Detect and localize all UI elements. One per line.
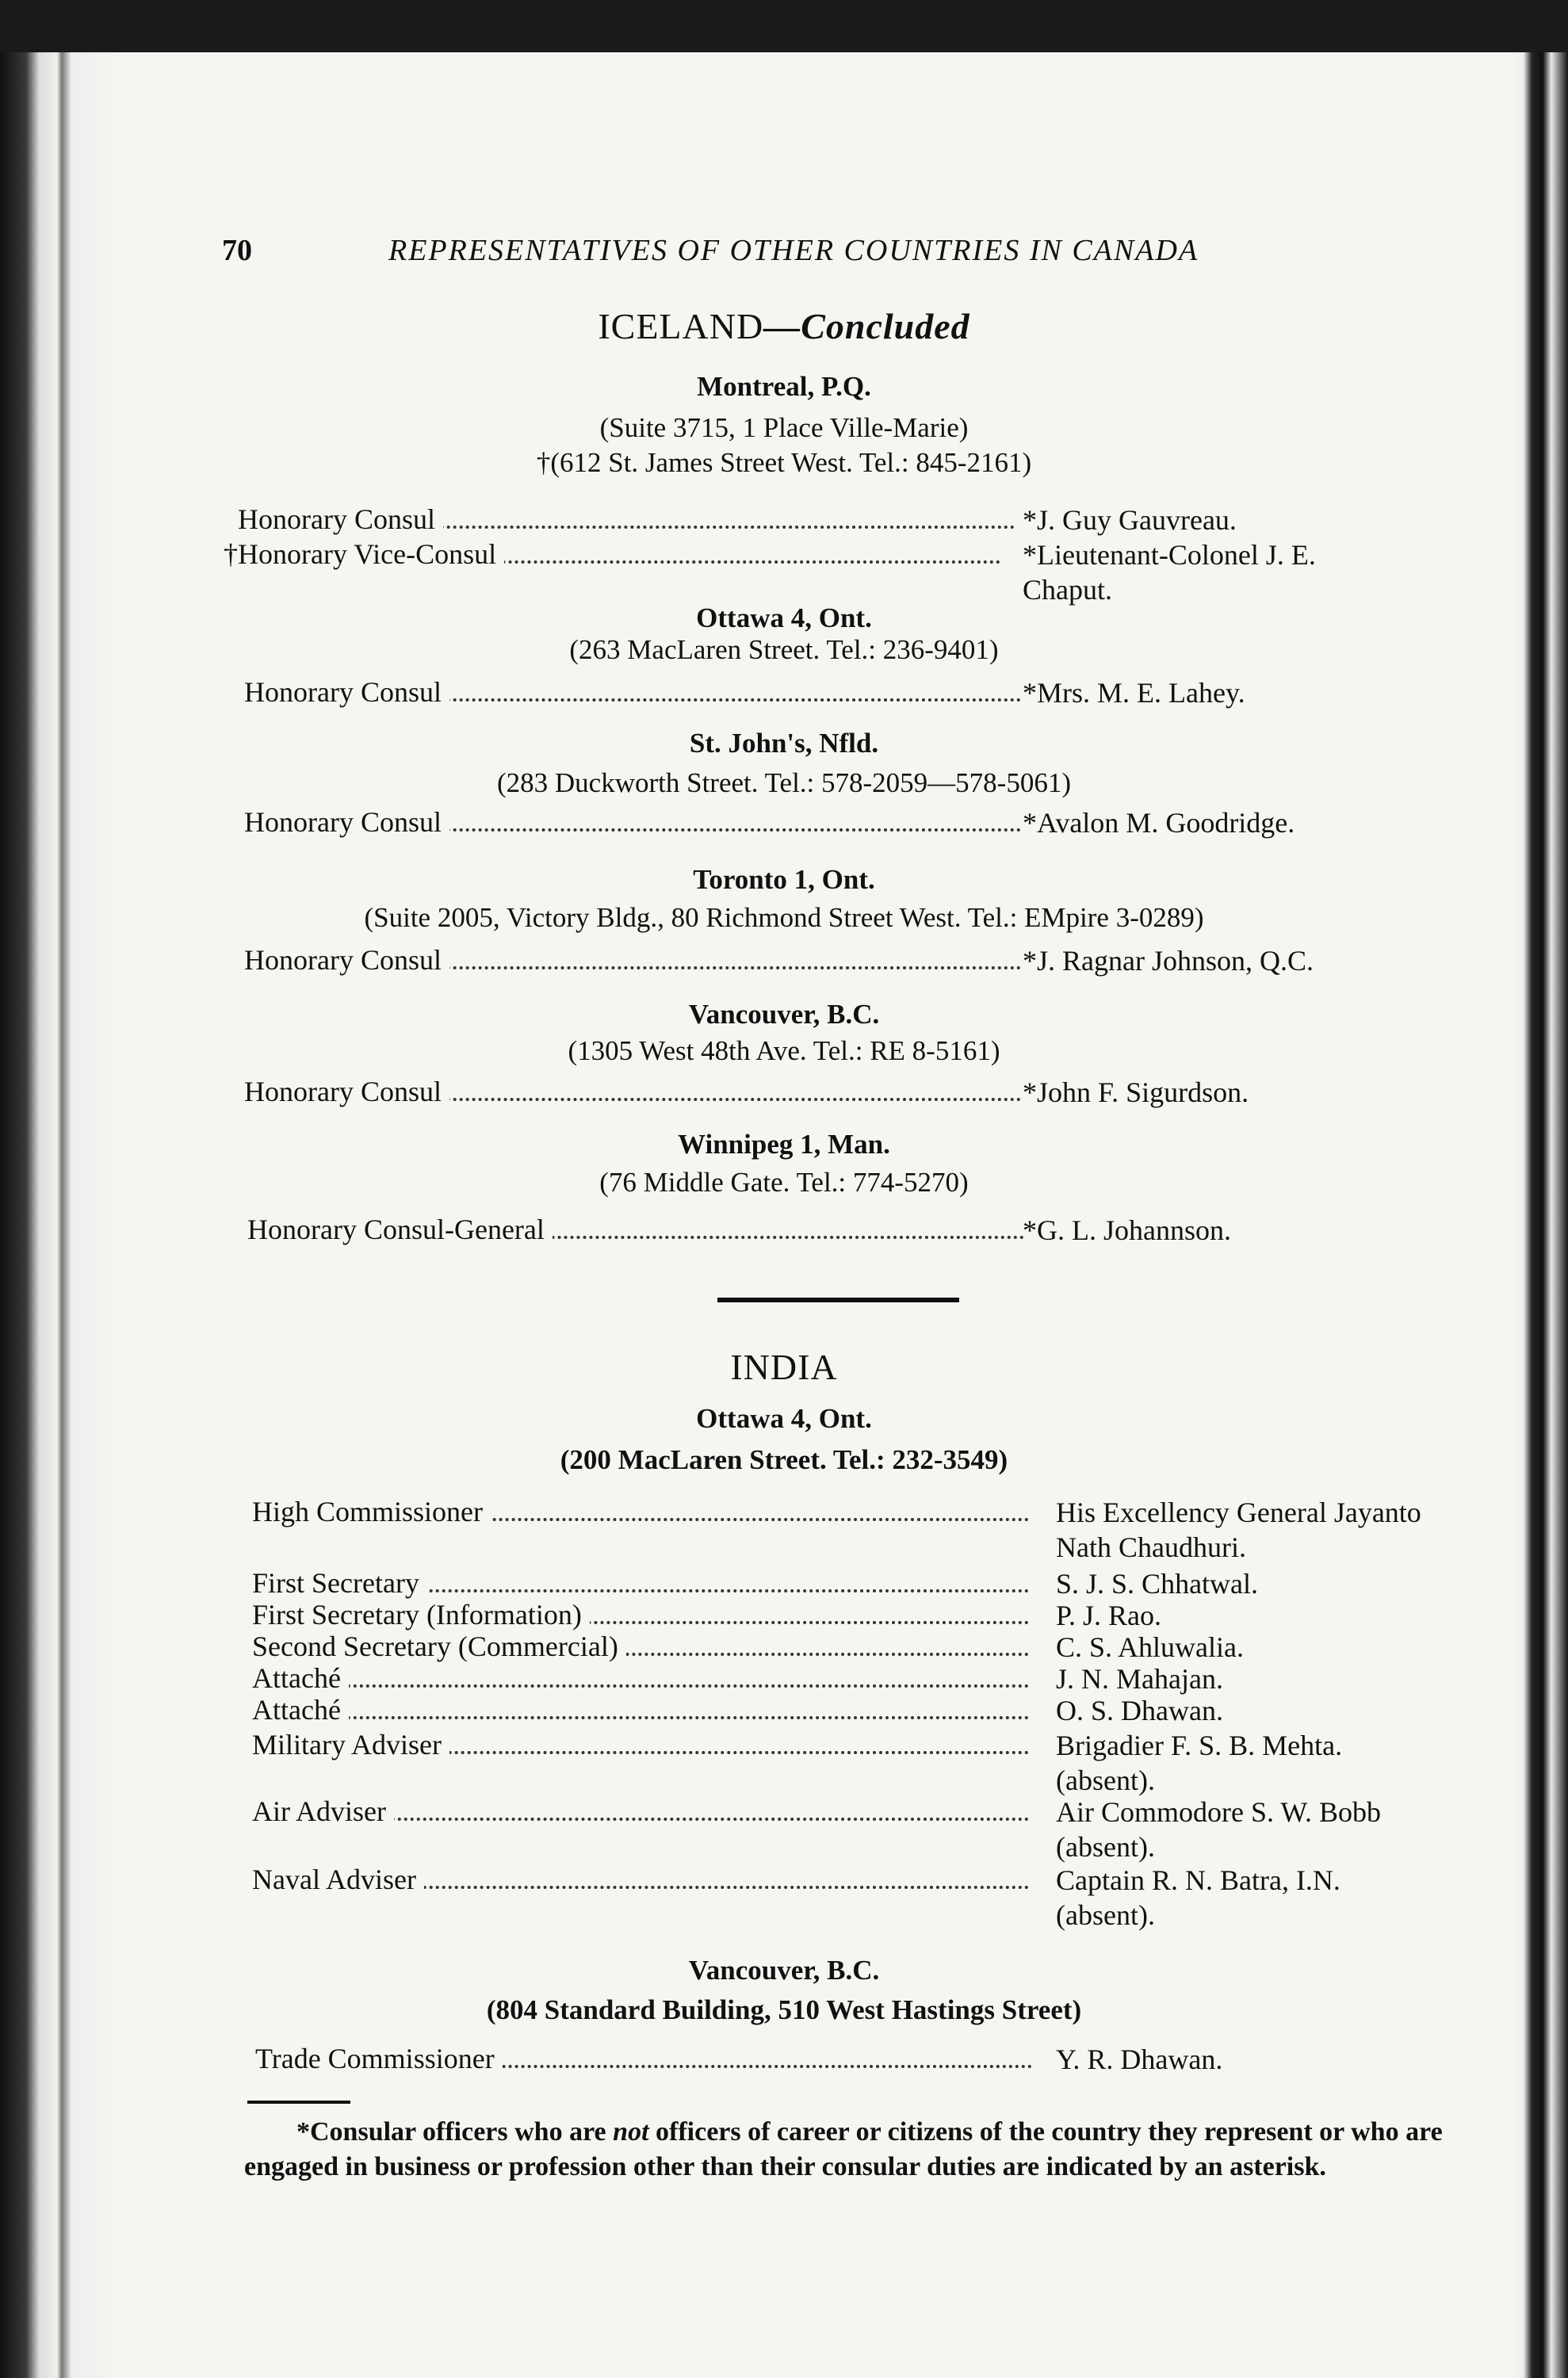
city-heading-ottawa: Ottawa 4, Ont. [696,602,872,633]
address-vancouver: (1305 West 48th Ave. Tel.: RE 8-5161) [568,1035,1000,1066]
list-item [0,2042,1568,2077]
address-montreal-1: (Suite 3715, 1 Place Ville-Marie) [599,412,969,443]
list-item [0,1728,1568,1796]
officer-name: *John F. Sigurdson. [1023,1076,1249,1108]
list-item [0,943,1568,978]
officer-name: O. S. Dhawan. [1056,1695,1223,1726]
role-label: Attaché [252,1662,349,1694]
address-vancouver-india: (804 Standard Building, 510 West Hastings Street) [486,1994,1082,2025]
role-label: †Honorary Vice-Consul [224,538,504,570]
role-label: Honorary Consul [244,676,449,708]
address-toronto: (Suite 2005, Victory Bldg., 80 Richmond Street West. Tel.: EMpire 3-0289) [364,902,1204,933]
officer-name: J. N. Mahajan. [1056,1663,1223,1695]
officer-name: P. J. Rao. [1056,1600,1162,1631]
city-heading-vancouver-india: Vancouver, B.C. [688,1955,880,1986]
role-label: First Secretary (Information) [252,1599,590,1631]
address-ottawa: (263 MacLaren Street. Tel.: 236-9401) [569,634,999,665]
section-divider [717,1298,959,1302]
officer-name: *Lieutenant-Colonel J. E. Chaput. [1023,539,1316,606]
address-winnipeg: (76 Middle Gate. Tel.: 774-5270) [599,1167,969,1198]
city-heading-ottawa-india: Ottawa 4, Ont. [696,1403,872,1434]
address-st-johns: (283 Duckworth Street. Tel.: 578-2059—578-5061) [496,767,1071,798]
address-ottawa-india: (200 MacLaren Street. Tel.: 232-3549) [560,1444,1008,1475]
city-heading-winnipeg: Winnipeg 1, Man. [678,1129,890,1160]
footnote-rule [247,2101,350,2104]
role-label: Honorary Consul [244,806,449,838]
city-heading-st-johns: St. John's, Nfld. [689,728,879,759]
role-label: Honorary Consul-General [247,1214,553,1245]
address-montreal-2: †(612 St. James Street West. Tel.: 845-2161) [536,447,1032,478]
officer-name: *J. Ragnar Johnson, Q.C. [1023,945,1314,977]
city-heading-montreal: Montreal, P.Q. [697,371,871,402]
list-item [0,1075,1568,1110]
list-item [0,503,1568,537]
list-item [0,1795,1568,1863]
list-item [0,1863,1568,1931]
officer-name: Brigadier F. S. B. Mehta. (absent). [1056,1730,1343,1796]
role-label: Air Adviser [252,1795,394,1827]
role-label: Trade Commissioner [255,2043,503,2074]
city-heading-vancouver: Vancouver, B.C. [688,999,880,1030]
list-item [0,1693,1568,1728]
section-title-india: INDIA [730,1347,838,1387]
city-heading-toronto: Toronto 1, Ont. [693,864,875,895]
role-label: Honorary Consul [238,503,443,535]
footnote: *Consular officers who are not officers of career or citizens of the country they represent or who are engaged in business or profession other than their consular duties are indicated by an asterisk. [244,2117,1443,2181]
officer-name: Air Commodore S. W. Bobb (absent). [1056,1796,1382,1863]
role-label: First Secretary [252,1567,427,1599]
role-label: Honorary Consul [244,1076,449,1107]
list-item [0,1630,1568,1665]
officer-name: S. J. S. Chhatwal. [1056,1568,1259,1600]
list-item [0,805,1568,840]
role-label: Naval Adviser [252,1864,424,1895]
list-item [0,1213,1568,1248]
officer-name: Y. R. Dhawan. [1056,2043,1223,2075]
role-label: Military Adviser [252,1729,449,1761]
officer-name: Captain R. N. Batra, I.N. (absent). [1056,1864,1340,1931]
role-label: High Commissioner [252,1496,491,1527]
list-item [0,1598,1568,1633]
list-item [0,537,1568,606]
page-number: 70 [222,234,252,267]
list-item [0,1566,1568,1601]
section-title-iceland: ICELAND—Concluded [598,306,970,346]
officer-name: *Mrs. M. E. Lahey. [1023,677,1245,709]
officer-name: *J. Guy Gauvreau. [1023,504,1237,536]
list-item [0,1661,1568,1696]
running-title: REPRESENTATIVES OF OTHER COUNTRIES IN CANADA [388,234,1199,267]
officer-name: *G. L. Johannson. [1023,1214,1231,1246]
officer-name: His Excellency General Jayanto Nath Chaudhuri. [1056,1497,1421,1563]
role-label: Attaché [252,1694,349,1726]
list-item [0,675,1568,710]
officer-name: *Avalon M. Goodridge. [1023,807,1295,839]
officer-name: C. S. Ahluwalia. [1056,1631,1245,1663]
list-item [0,1495,1568,1563]
role-label: Second Secretary (Commercial) [252,1631,626,1662]
role-label: Honorary Consul [244,944,449,976]
